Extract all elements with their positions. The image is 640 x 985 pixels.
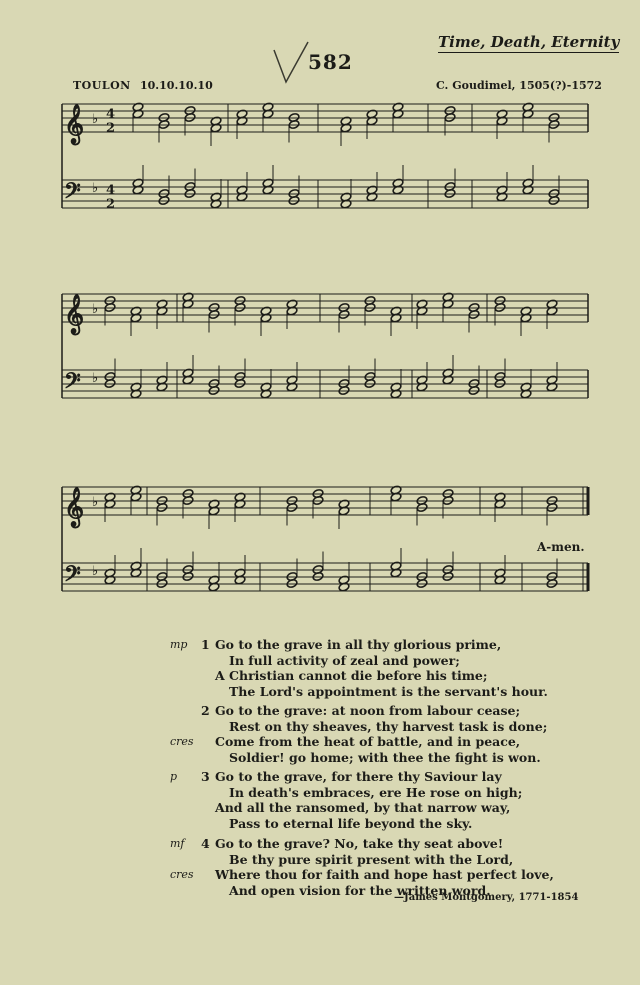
amen-label: A-men. [537, 540, 585, 554]
verse-text: And open vision for the written word. [229, 882, 491, 898]
verse-text: Rest on thy sheaves, thy harvest task is done; [229, 718, 548, 734]
verse-text: Go to the grave? No, take thy seat above! [215, 836, 504, 851]
flat-key-signature: ♭ [92, 302, 99, 317]
tune-name: TOULON [73, 79, 131, 92]
treble-clef-icon: 𝄞 [64, 487, 85, 527]
time-signature-2: 2 [106, 121, 116, 136]
time-signature-2: 2 [106, 197, 116, 212]
verse-line [170, 769, 570, 785]
verse-2 [170, 703, 570, 765]
verse-text: Where thou for faith and hope hast perfect love, [215, 867, 554, 882]
verse-line [170, 653, 570, 669]
verse-4 [170, 836, 570, 898]
verse-1 [170, 637, 570, 699]
verse-number: 3 [201, 769, 210, 784]
verse-line [170, 852, 570, 868]
verse-line [170, 836, 570, 852]
dynamic-marking: cres [170, 868, 194, 881]
verse-number: 4 [201, 836, 210, 851]
verse-text: A Christian cannot die before his time; [215, 668, 488, 683]
verse-text: Pass to eternal life beyond the sky. [229, 815, 473, 831]
verse-line [170, 785, 570, 801]
verse-text: And all the ransomed, by that narrow way, [215, 800, 511, 815]
time-signature-4: 4 [106, 183, 116, 198]
hymn-number: 582 [308, 50, 353, 74]
verse-text: Go to the grave in all thy glorious prime, [215, 637, 502, 652]
treble-clef-icon: 𝄞 [64, 104, 85, 144]
verse-3 [170, 769, 570, 831]
verse-line [170, 750, 570, 766]
flat-key-signature: ♭ [92, 495, 99, 510]
verse-line [170, 684, 570, 700]
verse-line [170, 800, 570, 816]
verse-line [170, 867, 570, 883]
verse-text: The Lord's appointment is the servant's hour. [229, 683, 548, 699]
verse-line [170, 734, 570, 750]
verse-text: Go to the grave: at noon from labour cease; [215, 703, 521, 718]
verse-text: In full activity of zeal and power; [229, 652, 460, 668]
dynamic-marking: cres [170, 735, 194, 748]
dynamic-marking: p [170, 770, 178, 783]
time-signature-4: 4 [106, 107, 116, 122]
bass-clef-icon: 𝄢 [64, 369, 81, 399]
verse-number: 1 [201, 637, 210, 652]
verse-number: 2 [201, 703, 210, 718]
verse-text: Go to the grave, for there thy Saviour lay [215, 769, 502, 784]
bass-clef-icon: 𝄢 [64, 179, 81, 209]
author-attribution: —James Montgomery, 1771-1854 [394, 892, 579, 903]
verse-line [170, 637, 570, 653]
verse-text: Come from the heat of battle, and in peace, [215, 734, 521, 749]
flat-key-signature: ♭ [92, 564, 99, 579]
dynamic-marking: mf [170, 837, 185, 850]
flat-key-signature: ♭ [92, 371, 99, 386]
verse-text: Soldier! go home; with thee the fight is won. [229, 749, 541, 765]
flat-key-signature: ♭ [92, 112, 99, 127]
verse-line [170, 816, 570, 832]
verse-text: In death's embraces, ere He rose on high; [229, 784, 523, 800]
verse-line [170, 668, 570, 684]
treble-clef-icon: 𝄞 [64, 294, 85, 334]
verse-line [170, 703, 570, 719]
dynamic-marking: mp [170, 638, 188, 651]
composer-credit: C. Goudimel, 1505(?)-1572 [436, 79, 602, 92]
section-title: Time, Death, Eternity [438, 33, 620, 51]
bass-clef-icon: 𝄢 [64, 562, 81, 592]
meter: 10.10.10.10 [140, 79, 213, 92]
verse-line [170, 719, 570, 735]
verse-text: Be thy pure spirit present with the Lord, [229, 851, 514, 867]
flat-key-signature: ♭ [92, 181, 99, 196]
